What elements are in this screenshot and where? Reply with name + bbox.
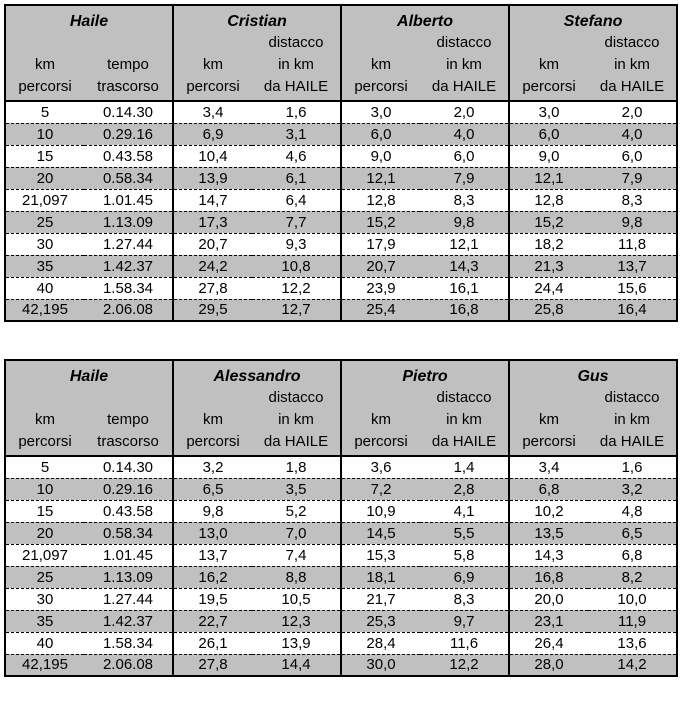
table-cell: 9,0	[341, 145, 420, 167]
table-cell: 7,9	[588, 167, 677, 189]
table-cell: 12,7	[252, 299, 341, 321]
table-cell: 27,8	[173, 277, 252, 299]
table-cell: 10,9	[341, 500, 420, 522]
runner-name: Gus	[509, 360, 677, 387]
table-cell: 1.01.45	[84, 544, 173, 566]
table-cell: 11,9	[588, 610, 677, 632]
table-cell: 3,2	[588, 478, 677, 500]
table-cell: 12,1	[341, 167, 420, 189]
table-cell: 10,5	[252, 588, 341, 610]
table-cell: 7,4	[252, 544, 341, 566]
table-cell: 25,8	[509, 299, 588, 321]
column-header: km percorsi	[173, 387, 252, 456]
table-row	[5, 632, 677, 654]
table-row	[5, 277, 677, 299]
table-cell: 0.58.34	[84, 167, 173, 189]
table-cell: 16,4	[588, 299, 677, 321]
column-header: distacco in km da HAILE	[252, 387, 341, 456]
table-cell: 6,0	[509, 123, 588, 145]
table-cell: 6,0	[341, 123, 420, 145]
table-2-body	[5, 456, 677, 676]
table-cell: 0.29.16	[84, 123, 173, 145]
column-header: distacco in km da HAILE	[420, 387, 509, 456]
table-cell: 15,2	[509, 211, 588, 233]
table-cell: 13,9	[252, 632, 341, 654]
table-cell: 12,1	[420, 233, 509, 255]
table-cell: 17,9	[341, 233, 420, 255]
column-header: tempo trascorso	[84, 32, 173, 101]
table-cell: 10,8	[252, 255, 341, 277]
table-row	[5, 478, 677, 500]
comparison-table-2	[4, 359, 678, 677]
table-cell: 14,2	[588, 654, 677, 676]
table-cell: 4,0	[420, 123, 509, 145]
table-cell: 10,2	[509, 500, 588, 522]
table-cell: 6,0	[588, 145, 677, 167]
table-cell: 8,8	[252, 566, 341, 588]
column-header: km percorsi	[509, 32, 588, 101]
table-cell: 29,5	[173, 299, 252, 321]
table-cell: 21,097	[5, 544, 84, 566]
table-cell: 15,2	[341, 211, 420, 233]
table-cell: 13,9	[173, 167, 252, 189]
table-cell: 14,4	[252, 654, 341, 676]
runner-name: Alessandro	[173, 360, 341, 387]
table-cell: 23,1	[509, 610, 588, 632]
table-cell: 1.13.09	[84, 566, 173, 588]
table-cell: 20,7	[173, 233, 252, 255]
table-row	[5, 654, 677, 676]
table-cell: 20	[5, 167, 84, 189]
table-cell: 25	[5, 211, 84, 233]
table-cell: 13,0	[173, 522, 252, 544]
table-cell: 16,2	[173, 566, 252, 588]
table-cell: 16,8	[509, 566, 588, 588]
table-cell: 1,6	[588, 456, 677, 478]
table-cell: 6,5	[588, 522, 677, 544]
table-cell: 12,8	[341, 189, 420, 211]
table-cell: 15	[5, 145, 84, 167]
table-cell: 20,7	[341, 255, 420, 277]
table-cell: 12,3	[252, 610, 341, 632]
column-header: km percorsi	[5, 387, 84, 456]
table-cell: 23,9	[341, 277, 420, 299]
table-cell: 9,3	[252, 233, 341, 255]
table-cell: 6,9	[173, 123, 252, 145]
table-cell: 3,4	[173, 101, 252, 123]
table-row	[5, 189, 677, 211]
runner-name: Alberto	[341, 5, 509, 32]
table-cell: 4,6	[252, 145, 341, 167]
table-cell: 7,9	[420, 167, 509, 189]
table-cell: 15	[5, 500, 84, 522]
table-cell: 12,8	[509, 189, 588, 211]
table-cell: 21,097	[5, 189, 84, 211]
table-cell: 13,6	[588, 632, 677, 654]
table-cell: 1,4	[420, 456, 509, 478]
table-cell: 8,3	[588, 189, 677, 211]
table-cell: 9,7	[420, 610, 509, 632]
table-row	[5, 211, 677, 233]
table-row	[5, 233, 677, 255]
table-cell: 9,8	[420, 211, 509, 233]
table-cell: 2,0	[420, 101, 509, 123]
table-cell: 3,0	[341, 101, 420, 123]
table-cell: 24,2	[173, 255, 252, 277]
table-cell: 1.27.44	[84, 233, 173, 255]
table-cell: 18,2	[509, 233, 588, 255]
table-cell: 1,8	[252, 456, 341, 478]
table-cell: 35	[5, 255, 84, 277]
table-cell: 6,8	[509, 478, 588, 500]
table-cell: 13,7	[173, 544, 252, 566]
runner-name: Cristian	[173, 5, 341, 32]
table-cell: 4,1	[420, 500, 509, 522]
table-cell: 8,3	[420, 588, 509, 610]
table-cell: 20,0	[509, 588, 588, 610]
comparison-table-1	[4, 4, 678, 322]
table-cell: 1.27.44	[84, 588, 173, 610]
table-cell: 28,4	[341, 632, 420, 654]
table-cell: 3,2	[173, 456, 252, 478]
table-cell: 6,1	[252, 167, 341, 189]
table-cell: 8,3	[420, 189, 509, 211]
table-cell: 21,7	[341, 588, 420, 610]
table-cell: 16,8	[420, 299, 509, 321]
table-2-header	[5, 360, 677, 456]
table-cell: 16,1	[420, 277, 509, 299]
column-header: km percorsi	[509, 387, 588, 456]
table-cell: 2.06.08	[84, 299, 173, 321]
table-cell: 7,2	[341, 478, 420, 500]
table-cell: 3,1	[252, 123, 341, 145]
table-row	[5, 544, 677, 566]
table-cell: 25	[5, 566, 84, 588]
table-cell: 6,8	[588, 544, 677, 566]
table-row	[5, 145, 677, 167]
table-row	[5, 167, 677, 189]
table-cell: 3,5	[252, 478, 341, 500]
table-cell: 1.13.09	[84, 211, 173, 233]
table-cell: 14,7	[173, 189, 252, 211]
table-1-body	[5, 101, 677, 321]
table-cell: 26,1	[173, 632, 252, 654]
table-cell: 13,5	[509, 522, 588, 544]
table-cell: 11,6	[420, 632, 509, 654]
table-cell: 10,4	[173, 145, 252, 167]
table-cell: 11,8	[588, 233, 677, 255]
table-cell: 42,195	[5, 299, 84, 321]
column-header: km percorsi	[341, 32, 420, 101]
table-cell: 4,8	[588, 500, 677, 522]
table-cell: 42,195	[5, 654, 84, 676]
table-cell: 5	[5, 456, 84, 478]
table-cell: 10	[5, 478, 84, 500]
runner-name: Haile	[5, 5, 173, 32]
table-cell: 19,5	[173, 588, 252, 610]
table-cell: 12,2	[420, 654, 509, 676]
table-cell: 2,0	[588, 101, 677, 123]
table-cell: 20	[5, 522, 84, 544]
table-cell: 6,5	[173, 478, 252, 500]
column-header: tempo trascorso	[84, 387, 173, 456]
table-cell: 10,0	[588, 588, 677, 610]
table-cell: 26,4	[509, 632, 588, 654]
table-cell: 22,7	[173, 610, 252, 632]
table-row	[5, 610, 677, 632]
table-row	[5, 123, 677, 145]
runner-name: Stefano	[509, 5, 677, 32]
table-row	[5, 255, 677, 277]
table-cell: 10	[5, 123, 84, 145]
table-row	[5, 588, 677, 610]
table-cell: 14,3	[509, 544, 588, 566]
table-cell: 0.43.58	[84, 500, 173, 522]
table-row	[5, 456, 677, 478]
table-cell: 1.58.34	[84, 632, 173, 654]
table-cell: 3,6	[341, 456, 420, 478]
table-cell: 1.58.34	[84, 277, 173, 299]
table-1-header	[5, 5, 677, 101]
table-cell: 5	[5, 101, 84, 123]
table-cell: 15,6	[588, 277, 677, 299]
table-cell: 21,3	[509, 255, 588, 277]
table-cell: 9,0	[509, 145, 588, 167]
table-cell: 7,0	[252, 522, 341, 544]
table-cell: 5,5	[420, 522, 509, 544]
table-cell: 40	[5, 277, 84, 299]
table-row	[5, 101, 677, 123]
table-cell: 1.01.45	[84, 189, 173, 211]
table-cell: 18,1	[341, 566, 420, 588]
column-header: km percorsi	[5, 32, 84, 101]
runner-name: Pietro	[341, 360, 509, 387]
table-cell: 3,4	[509, 456, 588, 478]
column-header: km percorsi	[341, 387, 420, 456]
table-row	[5, 522, 677, 544]
table-cell: 28,0	[509, 654, 588, 676]
table-cell: 1.42.37	[84, 610, 173, 632]
table-cell: 6,4	[252, 189, 341, 211]
table-cell: 30	[5, 588, 84, 610]
table-cell: 13,7	[588, 255, 677, 277]
table-cell: 7,7	[252, 211, 341, 233]
table-cell: 40	[5, 632, 84, 654]
column-header: km percorsi	[173, 32, 252, 101]
table-cell: 0.14.30	[84, 456, 173, 478]
table-cell: 12,1	[509, 167, 588, 189]
table-cell: 30,0	[341, 654, 420, 676]
table-cell: 4,0	[588, 123, 677, 145]
column-header: distacco in km da HAILE	[588, 32, 677, 101]
table-cell: 24,4	[509, 277, 588, 299]
table-cell: 0.14.30	[84, 101, 173, 123]
table-cell: 9,8	[588, 211, 677, 233]
table-cell: 27,8	[173, 654, 252, 676]
table-cell: 3,0	[509, 101, 588, 123]
table-cell: 5,2	[252, 500, 341, 522]
table-cell: 14,3	[420, 255, 509, 277]
table-cell: 25,4	[341, 299, 420, 321]
table-row	[5, 566, 677, 588]
table-cell: 5,8	[420, 544, 509, 566]
table-cell: 30	[5, 233, 84, 255]
table-cell: 0.43.58	[84, 145, 173, 167]
table-cell: 8,2	[588, 566, 677, 588]
table-cell: 0.58.34	[84, 522, 173, 544]
table-cell: 1,6	[252, 101, 341, 123]
table-cell: 12,2	[252, 277, 341, 299]
table-row	[5, 500, 677, 522]
table-cell: 6,9	[420, 566, 509, 588]
runner-name: Haile	[5, 360, 173, 387]
table-cell: 35	[5, 610, 84, 632]
table-cell: 2.06.08	[84, 654, 173, 676]
table-cell: 0.29.16	[84, 478, 173, 500]
table-cell: 9,8	[173, 500, 252, 522]
column-header: distacco in km da HAILE	[588, 387, 677, 456]
table-cell: 6,0	[420, 145, 509, 167]
table-cell: 1.42.37	[84, 255, 173, 277]
table-cell: 14,5	[341, 522, 420, 544]
table-cell: 15,3	[341, 544, 420, 566]
table-cell: 25,3	[341, 610, 420, 632]
column-header: distacco in km da HAILE	[252, 32, 341, 101]
table-cell: 17,3	[173, 211, 252, 233]
column-header: distacco in km da HAILE	[420, 32, 509, 101]
table-row	[5, 299, 677, 321]
table-cell: 2,8	[420, 478, 509, 500]
